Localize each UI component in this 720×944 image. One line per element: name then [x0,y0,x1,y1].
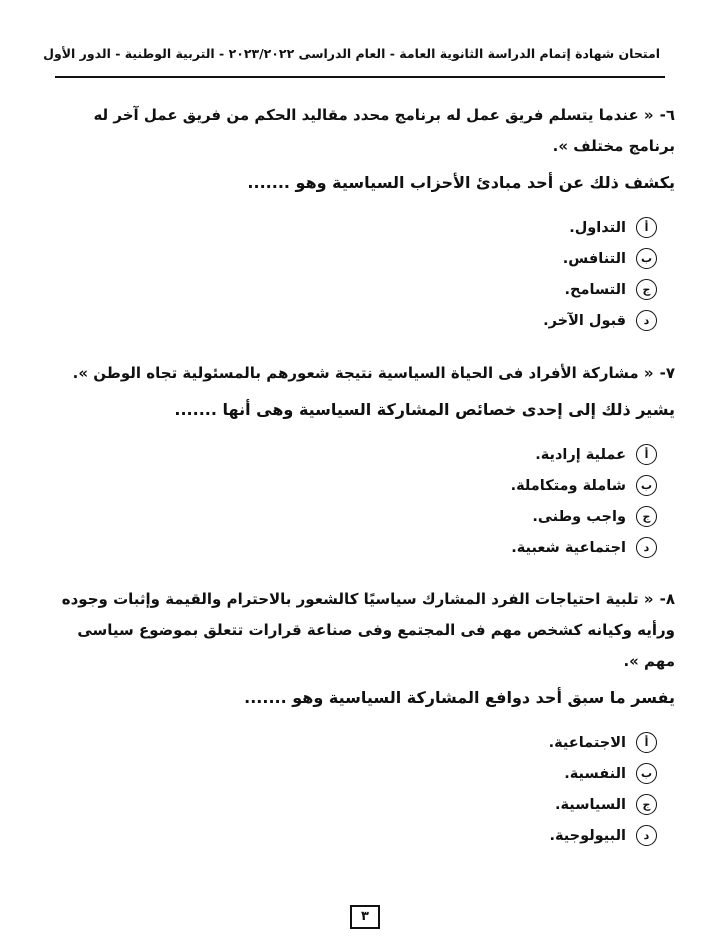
option-label: اجتماعية شعبية. [511,539,626,556]
options-list [45,212,675,336]
option-label: التسامح. [564,281,626,298]
option-marker: ج [636,506,657,527]
option-label: عملية إرادية. [535,446,626,463]
option-marker: د [636,825,657,846]
question-text [45,584,675,677]
option-marker: أ [636,217,657,238]
page-number: ٣ [350,905,380,929]
option-a[interactable] [45,212,657,243]
option-label: الاجتماعية. [548,734,626,751]
option-marker: ب [636,248,657,269]
option-label: التنافس. [562,250,626,267]
option-b[interactable] [45,758,657,789]
option-label: قبول الآخر. [543,312,626,329]
exam-header: امتحان شهادة إتمام الدراسة الثانوية العامة - العام الدراسى ٢٠٢٣/٢٠٢٢ - التربية الوطنية - الدور الأول [43,46,660,61]
option-d[interactable] [45,532,657,563]
option-marker: ج [636,279,657,300]
question-number: ٧- [659,364,675,382]
header-divider [55,76,665,78]
option-a[interactable] [45,727,657,758]
option-marker: أ [636,732,657,753]
option-label: السياسية. [554,796,626,813]
question-prompt: يكشف ذلك عن أحد مبادئ الأحزاب السياسية وهو ....... [247,173,675,192]
question-statement: « مشاركة الأفراد فى الحياة السياسية نتيجة شعورهم بالمسئولية تجاه الوطن ». [72,364,654,382]
option-c[interactable] [45,501,657,532]
option-label: شاملة ومتكاملة. [510,477,626,494]
options-list [45,439,675,563]
option-a[interactable] [45,439,657,470]
option-c[interactable] [45,274,657,305]
question-prompt: يشير ذلك إلى إحدى خصائص المشاركة السياسية وهى أنها ....... [174,400,675,419]
question-number: ٦- [659,106,675,124]
question-8 [45,584,675,851]
question-text [45,100,675,162]
option-marker: د [636,537,657,558]
question-text [45,358,675,389]
options-list [45,727,675,851]
option-b[interactable] [45,243,657,274]
option-d[interactable] [45,305,657,336]
option-d[interactable] [45,820,657,851]
question-6 [45,100,675,336]
question-statement: « تلبية احتياجات الفرد المشارك سياسيًا كالشعور بالاحترام والقيمة وإثبات وجوده ورأيه وكيانه كشخص مهم فى المجتمع وفى صناعة قرارات تتعلق بموضوع سياسى مهم ». [61,590,675,670]
option-label: التداول. [569,219,626,236]
question-number: ٨- [659,590,675,608]
option-marker: ج [636,794,657,815]
option-label: البيولوجية. [549,827,626,844]
option-marker: ب [636,763,657,784]
option-label: واجب وطنى. [532,508,626,525]
question-statement: « عندما يتسلم فريق عمل له برنامج محدد مقاليد الحكم من فريق عمل آخر له برنامج مختلف ». [93,106,675,155]
option-c[interactable] [45,789,657,820]
option-marker: ب [636,475,657,496]
question-7 [45,358,675,563]
option-label: النفسية. [564,765,626,782]
option-b[interactable] [45,470,657,501]
option-marker: أ [636,444,657,465]
question-prompt: يفسر ما سبق أحد دوافع المشاركة السياسية وهو ....... [244,688,675,707]
option-marker: د [636,310,657,331]
